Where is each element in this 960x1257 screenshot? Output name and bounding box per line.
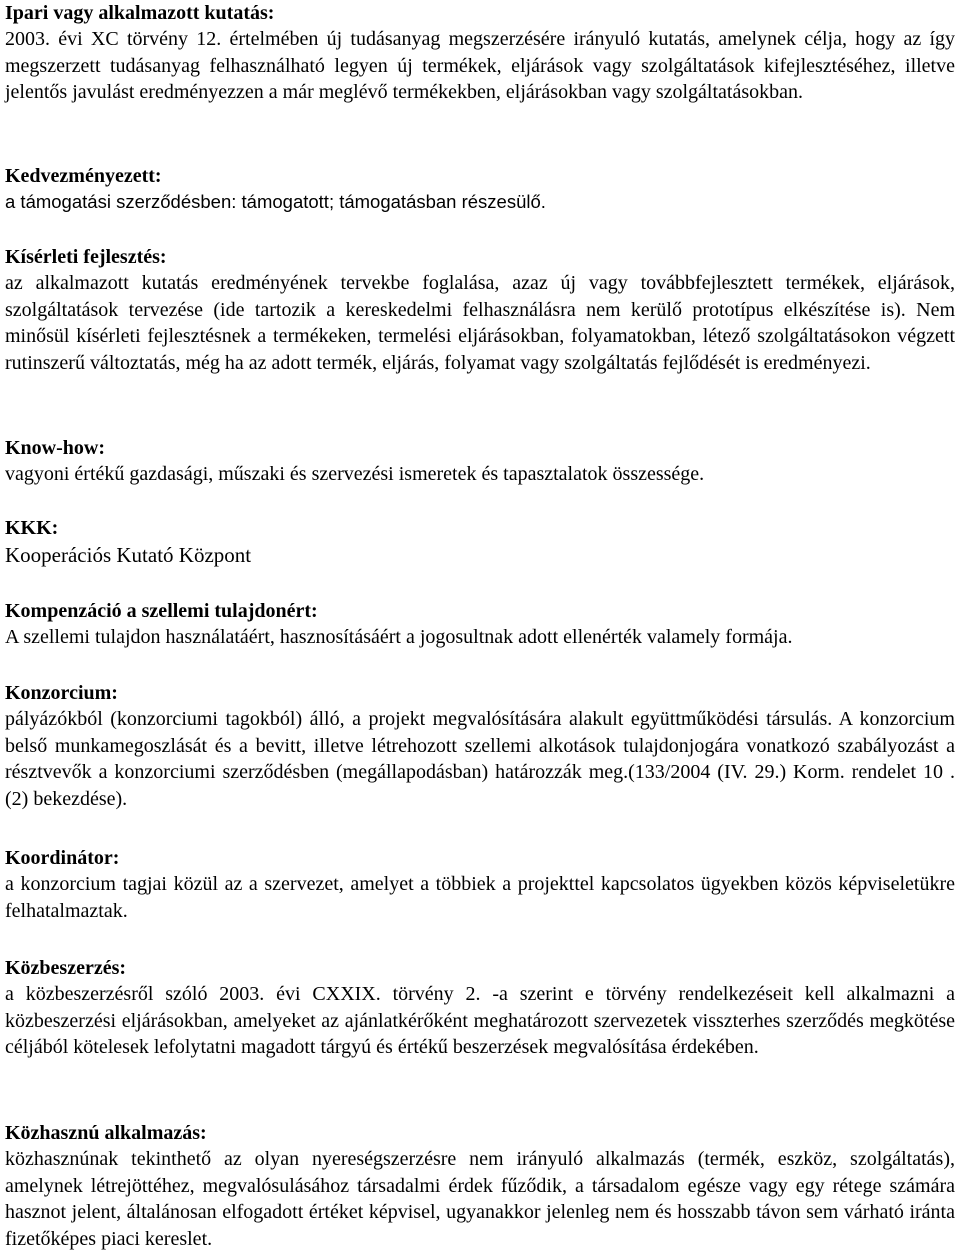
glossary-entry-know-how: [5, 435, 955, 488]
entry-definition: közhasznúnak tekinthető az olyan nyereségszerzésre nem irányuló alkalmazás (termék, eszköz, szolgáltatás), amelynek létrejöttéhez, megvalósulásához társadalmi érdek fűződik, a társadalom egésze vagy egy rétege számára hasznot jelent, általánosan elfogadott értéket képvisel, ugyanakkor jelenleg nem és hosszabb távon sem várható iránta fizetőképes piaci kereslet.: [5, 1148, 955, 1250]
glossary-entry-kedvezmenyezett: [5, 163, 955, 216]
glossary-entry-kkk: [5, 515, 955, 569]
entry-definition: A szellemi tulajdon használatáért, hasznosításáért a jogosultnak adott ellenérték valamely formája.: [5, 626, 793, 648]
entry-definition: az alkalmazott kutatás eredményének tervekbe foglalása, azaz új vagy továbbfejlesztett termékek, eljárások, szolgáltatások tervezése (ide tartozik a kereskedelmi felhasználásra nem kerülő prototípus elkészítése is). Nem minősül kísérleti fejlesztésnek a termékeken, termelési eljárásokban, folyamatokban, létező szolgáltatásokon végzett rutinszerű változtatás, még ha az adott termék, eljárás, folyamat vagy szolgáltatás fejlődését is eredményezi.: [5, 272, 955, 374]
entry-term: KKK:: [5, 517, 59, 539]
entry-term: Know-how:: [5, 437, 106, 459]
entry-definition: pályázókból (konzorciumi tagokból) álló, a projekt megvalósítására alakult együttműködési társulás. A konzorcium belső munkamegoszlását és a bevitt, illetve létrehozott szellemi alkotások tulajdonjogára vonatkozó szabályozást a résztvevők a konzorciumi szerződésben (megállapodásban) határozzák meg.(133/2004 (IV. 29.) Korm. rendelet 10 . (2) bekezdése).: [5, 708, 955, 810]
entry-term: Konzorcium:: [5, 682, 118, 704]
entry-term: Közhasznú alkalmazás:: [5, 1122, 207, 1144]
glossary-entry-kiserleti-fejlesztes: [5, 244, 955, 376]
entry-term: Közbeszerzés:: [5, 957, 127, 979]
entry-definition: 2003. évi XC törvény 12. értelmében új tudásanyag megszerzésére irányuló kutatás, amelynek célja, hogy az így megszerzett tudásanyag felhasználható legyen új termékek, eljárások vagy szolgáltatások kifejlesztéséhez, illetve jelentős javulást eredményezzen a már meglévő termékekben, eljárásokban vagy szolgáltatásokban.: [5, 28, 955, 103]
glossary-entry-kozbeszerzes: [5, 955, 955, 1061]
entry-definition: a közbeszerzésről szóló 2003. évi CXXIX. törvény 2. -a szerint e törvény rendelkezéseit kell alkalmazni a közbeszerzési eljárásokban, amelyeket az ajánlatkérőként meghatározott szervezetek visszterhes szerződés megkötése céljából kötelesek lefolytatni magadott tárgyú és értékű beszerzések megvalósítása érdekében.: [5, 983, 955, 1058]
entry-term: Kompenzáció a szellemi tulajdonért:: [5, 600, 318, 622]
entry-definition: a támogatási szerződésben: támogatott; támogatásban részesülő.: [5, 191, 546, 212]
glossary-entry-koordinator: [5, 845, 955, 924]
glossary-entry-konzorcium: [5, 680, 955, 812]
glossary-entry-kozhasznu-alkalmazas: [5, 1120, 955, 1252]
entry-definition: Kooperációs Kutató Központ: [5, 543, 252, 567]
entry-term: Ipari vagy alkalmazott kutatás:: [5, 2, 275, 24]
entry-term: Kedvezményezett:: [5, 165, 162, 187]
entry-term: Koordinátor:: [5, 847, 120, 869]
glossary-entry-kompenzacio: [5, 598, 955, 651]
entry-term: Kísérleti fejlesztés:: [5, 246, 167, 268]
entry-definition: vagyoni értékű gazdasági, műszaki és szervezési ismeretek és tapasztalatok összessége.: [5, 463, 705, 485]
entry-definition: a konzorcium tagjai közül az a szervezet, amelyet a többiek a projekttel kapcsolatos ügyekben közös képviseletükre felhatalmaztak.: [5, 873, 955, 922]
glossary-entry-ipari-kutatas: [5, 0, 955, 106]
